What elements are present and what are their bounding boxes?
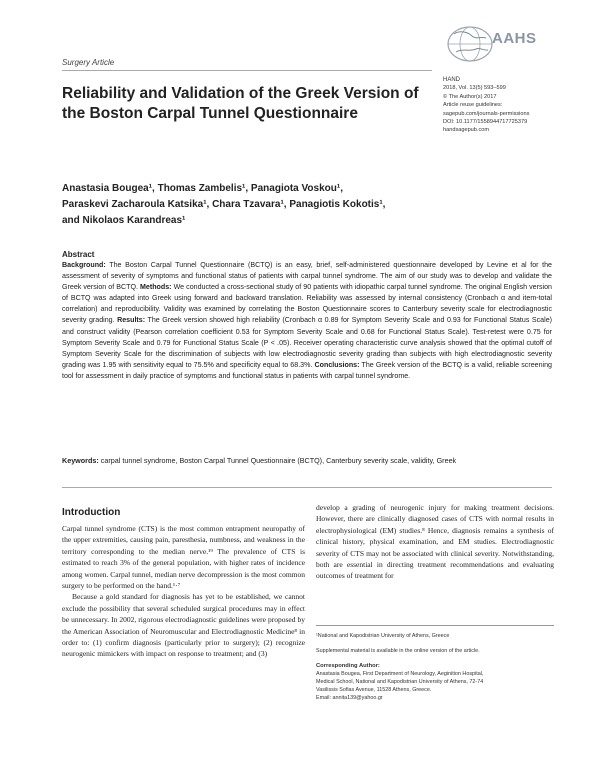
logo-text: AAHS bbox=[492, 30, 537, 47]
background-text: The Boston Carpal Tunnel Questionnaire (BCTQ) is an easy, brief, self-administered questionnaire developed by Levine et al for the assessment of severity of symptoms and functional status of patients with carpal tunnel syndrome. The aim of our study was to develop and validate the Greek version of BCTQ. bbox=[62, 261, 553, 292]
journal-reuse: Article reuse guidelines: bbox=[443, 102, 503, 109]
divider bbox=[62, 70, 432, 71]
author-line: Paraskevi Zacharoula Katsika¹, Chara Tzavara¹, Panagiotis Kokotis¹, bbox=[62, 199, 386, 210]
abstract bbox=[62, 250, 552, 382]
keywords bbox=[62, 455, 552, 467]
methods-text: We conducted a cross-sectional study of 90 patients with idiopathic carpal tunnel syndrome. The original English version of BCTQ was adapted into Greek using forward and backward translation. Reliability was assessed by internal consistency (Cronbach α and item-total correlation) and reproducibility. Validity was examined by correlating the Boston Questionnaire scores to Canterbury severity scale for electrodiagnostic severity grading. bbox=[62, 283, 552, 325]
divider bbox=[62, 487, 552, 488]
corresponding-author-line: Vasilissis Sofias Avenue, 11528 Athens, Greece. bbox=[316, 687, 432, 693]
journal-site[interactable]: handsagepub.com bbox=[443, 127, 490, 134]
paragraph: develop a grading of neurogenic injury for making treatment decisions. However, there are clinically diagnosed cases of CTS with normal results in electrophysiological (EM) studies.⁸ Hence, diagnosis remains a synthesis of clinical history, physical examination, and EM studies. Electrodiagnostic severity of CTS may not be associated with clinical severity. Notwithstanding, both are essential in directing treatment recommendations and evaluating outcomes of treatment for bbox=[316, 503, 554, 581]
paragraph: Carpal tunnel syndrome (CTS) is the most common entrapment neuropathy of the upper extremities, causing pain, paresthesia, numbness, and weakness in the territory corresponding to the median nerve.¹⁹ The prevalence of CTS is estimated to reach 3% of the general population, with higher rates of incidence among women. Carpal tunnel, median nerve decompression is the most common surgery to be performed on the hand.¹·⁷ bbox=[62, 524, 305, 591]
footnotes bbox=[316, 625, 554, 702]
author-line: and Nikolaos Karandreas¹ bbox=[62, 215, 186, 226]
journal-reuse-link[interactable]: sagepub.com/journals-permissions bbox=[443, 110, 530, 117]
paragraph: Because a gold standard for diagnosis has yet to be established, we cannot exclude the possibility that several scheduled surgical procedures may in effect be unnecessary. In 2002, rigorous electrodiagnostic guidelines were proposed by the American Association of Neuromuscular and Electrodiagnostic Medicine⁸ in order to: (1) confirm diagnosis (particularly prior to surgery); (2) recognize neurogenic mimickers with impact on response to treatment; and (3) bbox=[62, 592, 305, 659]
author-line: Anastasia Bougea¹, Thomas Zambelis¹, Panagiota Voskou¹, bbox=[62, 183, 343, 194]
journal-info bbox=[443, 76, 583, 135]
abstract-heading: Abstract bbox=[62, 250, 95, 259]
journal-name: HAND bbox=[443, 77, 461, 83]
keywords-text: carpal tunnel syndrome, Boston Carpal Tunnel Questionnaire (BCTQ), Canterbury severity scale, validity, Greek bbox=[100, 456, 457, 465]
results-text: The Greek version showed high reliability (Cronbach α 0.89 for Symptom Severity Scale and 0.93 for Functional Status Scale) and construct validity (Pearson correlation coefficient 0.53 for Symptom Severity Scale and 0.68 for Functional Status Scale). Test-retest were 0.75 for Symptom Severity Scale and 0.79 for Functional Status Scale (P < .05). Receiver operating characteristic curve analysis showed that the optimal cutoff of Symptom Severity Scale for the discrimination of subjects with low electrodiagnostic severity grading than subjects with high electrodiagnostic severity grading was 1.95 with sensitivity equal to 75.5% and specificity equal to 68.3%. bbox=[62, 316, 553, 369]
corresponding-author bbox=[316, 662, 554, 702]
corresponding-author-line: Anastasia Bougea, First Department of Neurology, Aeginition Hospital, bbox=[316, 671, 484, 677]
article-type: Surgery Article bbox=[62, 58, 115, 67]
journal-logo bbox=[446, 22, 546, 66]
conclusions-text: The Greek version of the BCTQ is a valid, reliable screening tool for assessment in daily practice of symptoms and functional status in patients with carpal tunnel syndrome. bbox=[62, 360, 552, 380]
body-column-left bbox=[62, 523, 305, 660]
journal-citation: 2018, Vol. 13(5) 593–599 bbox=[443, 85, 506, 92]
section-heading-introduction: Introduction bbox=[62, 507, 121, 518]
journal-doi[interactable]: DOI: 10.1177/1558944717725379 bbox=[443, 119, 528, 126]
background-label: Background: bbox=[62, 261, 106, 269]
conclusions-label: Conclusions: bbox=[314, 360, 360, 369]
paper-title: Reliability and Validation of the Greek Version of the Boston Carpal Tunnel Questionnaire bbox=[62, 85, 419, 122]
journal-copyright: © The Author(s) 2017 bbox=[443, 93, 497, 100]
corresponding-author-heading: Corresponding Author: bbox=[316, 663, 380, 669]
corresponding-author-email[interactable]: Email: annita139@yahoo.gr bbox=[316, 695, 383, 701]
corresponding-author-line: Medical School, National and Kapodistrian University of Athens, 72-74 bbox=[316, 679, 484, 685]
supplemental-note: Supplemental material is available in the online version of the article. bbox=[316, 648, 480, 654]
abstract-body bbox=[62, 260, 552, 382]
affiliation-note: ¹National and Kapodistrian University of Athens, Greece bbox=[316, 633, 450, 639]
body-column-right bbox=[316, 502, 554, 582]
results-label: Results: bbox=[117, 316, 146, 325]
methods-label: Methods: bbox=[140, 283, 172, 292]
author-list bbox=[62, 181, 462, 229]
keywords-label: Keywords: bbox=[62, 456, 99, 465]
